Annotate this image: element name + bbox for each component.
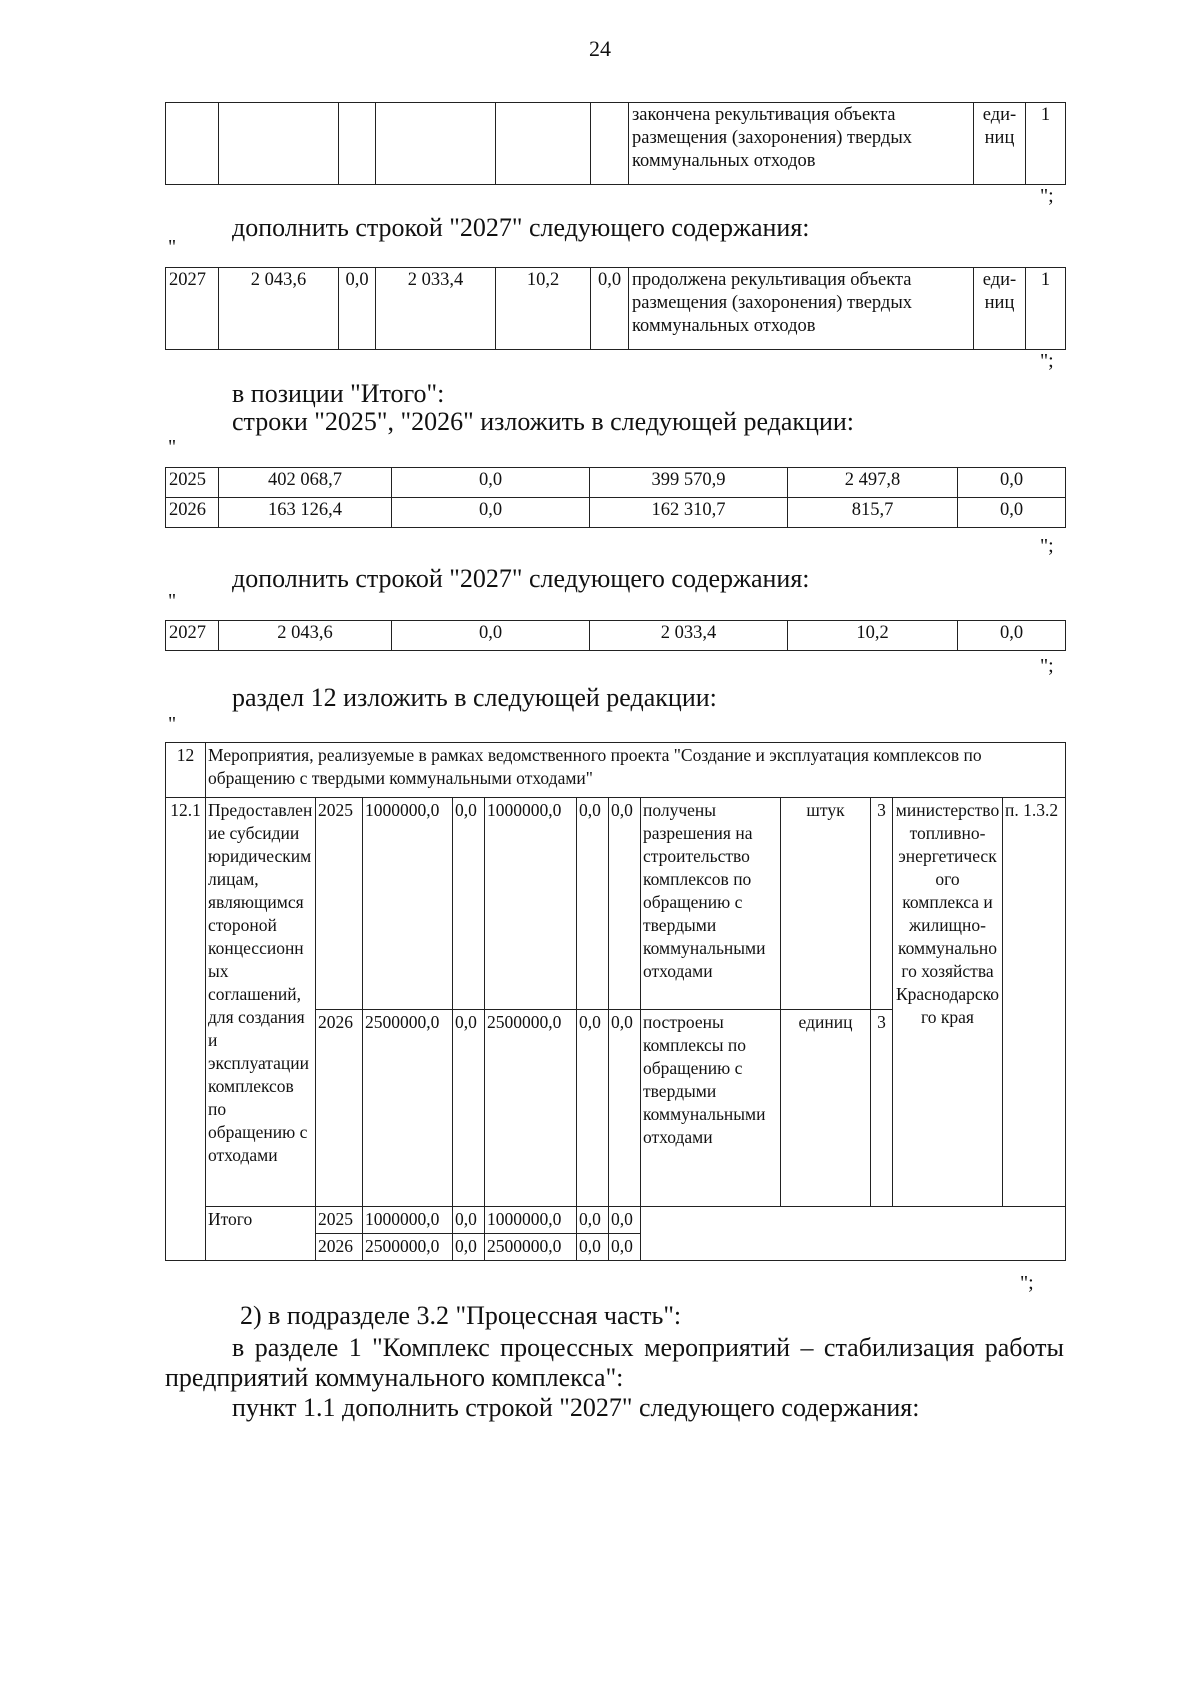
reference-cell: п. 1.3.2	[1003, 798, 1066, 1207]
table-row: 2026 2500000,0 0,0 2500000,0 0,0 0,0	[166, 1234, 1066, 1261]
unit-cell: еди-ниц	[974, 103, 1026, 185]
open-quote: "	[168, 436, 177, 458]
text-section-12: раздел 12 изложить в следующей редакции:	[232, 683, 717, 712]
section-number: 12	[166, 743, 206, 798]
value-cell: 1	[1026, 268, 1066, 350]
text-section-1-cont: предприятий коммунального комплекса":	[165, 1363, 624, 1392]
text-section-1: в разделе 1 "Комплекс процессных мероприятий – стабилизация работы	[232, 1333, 1064, 1362]
table-d	[165, 620, 1066, 651]
table-e	[165, 742, 1066, 1261]
text-itogo-position: в позиции "Итого":	[232, 379, 445, 408]
result-cell: продолжена рекультивация объекта размещения (захоронения) твердых коммунальных отходов	[629, 268, 974, 350]
table-a	[165, 102, 1066, 185]
item-number: 12.1	[166, 798, 206, 1261]
value-cell: 3	[871, 798, 893, 1010]
close-quote: ";	[1020, 1272, 1034, 1294]
total-label: Итого	[206, 1207, 316, 1261]
result-cell: получены разрешения на строительство комплексов по обращению с твердыми коммунальными отходами	[641, 798, 781, 1010]
table-b	[165, 267, 1066, 350]
table-row	[166, 743, 1066, 798]
table-row: 2025 402 068,7 0,0 399 570,9 2 497,8 0,0	[166, 468, 1066, 498]
table-row: 2026 163 126,4 0,0 162 310,7 815,7 0,0	[166, 498, 1066, 528]
value-cell: 3	[871, 1010, 893, 1207]
close-quote: ";	[1040, 185, 1054, 207]
unit-cell: штук	[781, 798, 871, 1010]
table-row: 12.1 Предоставление субсидии юридическим лицам, являющимся стороной концессионных соглашений, для создания и эксплуатации комплексов по обращению с отходами 2025 1000000,0 0,0 1000000,0 0,0 0,0 получены разрешения на строительство комплексов по обращению с твердыми коммунальными отходами штук 3 министерство топливно-энергетического комплекса и жилищно-коммунального хозяйства Краснодарского края п. 1.3.2	[166, 798, 1066, 1010]
responsible-cell: министерство топливно-энергетического комплекса и жилищно-коммунального хозяйства Краснодарского края	[893, 798, 1003, 1207]
open-quote: "	[168, 590, 177, 612]
text-add-2027-row: дополнить строкой "2027" следующего содержания:	[232, 213, 810, 242]
table-row: Итого 2025 1000000,0 0,0 1000000,0 0,0 0,0	[166, 1207, 1066, 1234]
table-row: 2027 2 043,6 0,0 2 033,4 10,2 0,0 продолжена рекультивация объекта размещения (захоронения) твердых коммунальных отходов еди-ниц 1	[166, 268, 1066, 350]
section-title: Мероприятия, реализуемые в рамках ведомственного проекта "Создание и эксплуатация комплексов по обращению с твердыми коммунальными отходами"	[206, 743, 1066, 798]
text-subsection-3-2: 2) в подразделе 3.2 "Процессная часть":	[240, 1301, 682, 1330]
table-c	[165, 467, 1066, 528]
item-name: Предоставление субсидии юридическим лицам, являющимся стороной концессионных соглашений, для создания и эксплуатации комплексов по обращению с отходами	[206, 798, 316, 1207]
text-point-1-1: пункт 1.1 дополнить строкой "2027" следующего содержания:	[232, 1393, 920, 1422]
table-row: 2026 2500000,0 0,0 2500000,0 0,0 0,0 построены комплексы по обращению с твердыми коммунальными отходами единиц 3	[166, 1010, 1066, 1207]
close-quote: ";	[1040, 535, 1054, 557]
unit-cell: еди-ниц	[974, 268, 1026, 350]
result-cell: построены комплексы по обращению с твердыми коммунальными отходами	[641, 1010, 781, 1207]
text-add-2027-row: дополнить строкой "2027" следующего содержания:	[232, 564, 810, 593]
result-cell: закончена рекультивация объекта размещения (захоронения) твердых коммунальных отходов	[629, 103, 974, 185]
open-quote: "	[168, 236, 177, 258]
open-quote: "	[168, 713, 177, 735]
close-quote: ";	[1040, 655, 1054, 677]
value-cell: 1	[1026, 103, 1066, 185]
text-rows-edit: строки "2025", "2026" изложить в следующей редакции:	[232, 407, 855, 436]
table-row: 2027 2 043,6 0,0 2 033,4 10,2 0,0	[166, 621, 1066, 651]
close-quote: ";	[1040, 350, 1054, 372]
unit-cell: единиц	[781, 1010, 871, 1207]
page-number: 24	[589, 36, 611, 61]
table-row	[166, 103, 1066, 185]
